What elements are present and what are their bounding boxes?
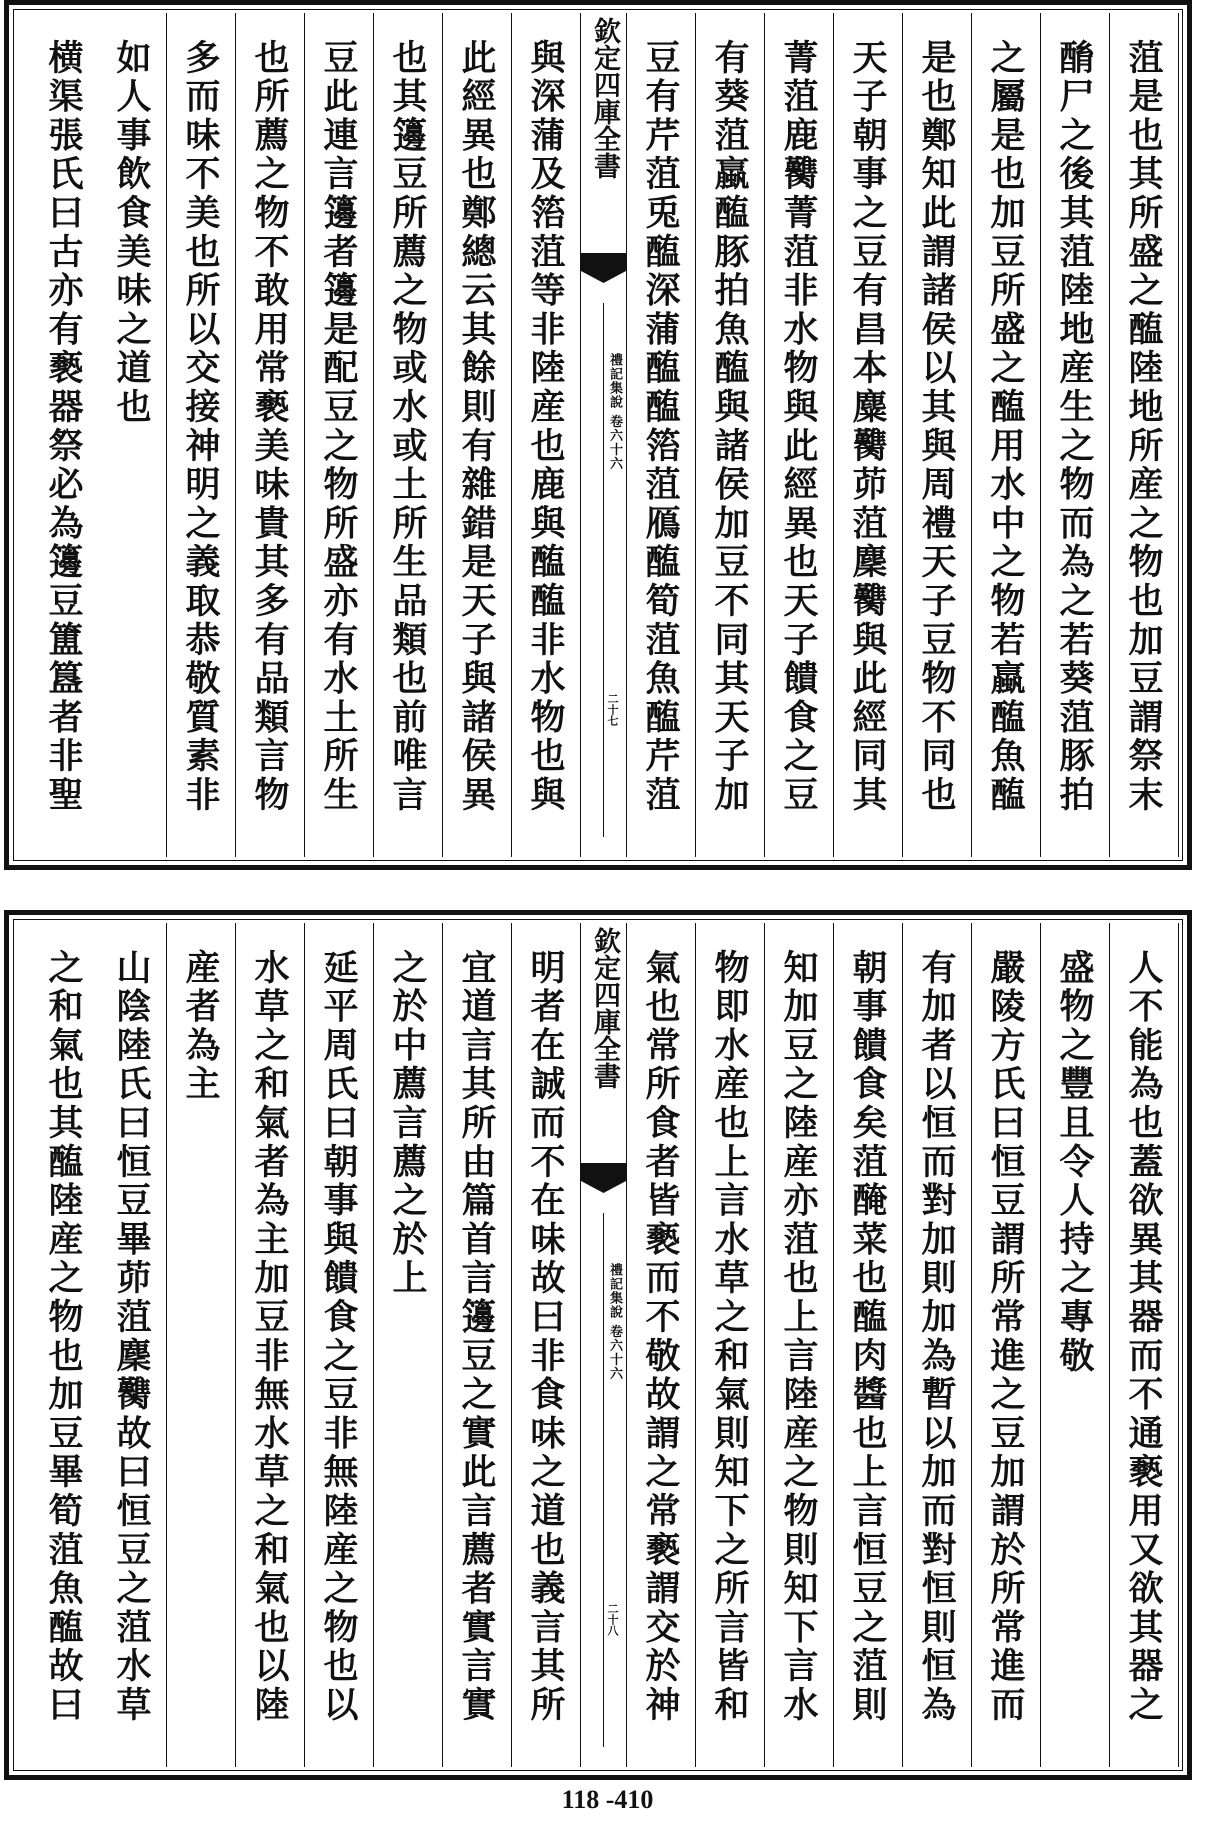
text-column: 横渠張氏曰古亦有褻器祭必為籩豆簠簋者非聖 <box>43 39 84 815</box>
fold-title: 欽定四庫全書 <box>589 927 620 1089</box>
center-fold <box>581 923 627 1767</box>
text-column: 氣也常所食者皆褻而不敬故謂之常褻謂交於神 <box>627 923 696 1767</box>
text-column: 此經異也鄭總云其餘則有雜錯是天子與諸侯異 <box>443 13 512 857</box>
text-column: 如人事飲食美味之道也 <box>98 13 167 857</box>
text-column: 山陰陸氏曰恒豆畢茆菹麇臡故曰恒豆之菹水草 <box>98 923 167 1767</box>
page-number-footer: 118 -410 <box>561 1785 654 1814</box>
text-column: 盛物之豐且令人持之專敬 <box>1041 923 1110 1767</box>
text-column: 豆此連言籩者籩是配豆之物所盛亦有水土所生 <box>305 13 374 857</box>
fold-book-title: 禮記集說 卷六十六 <box>607 353 622 471</box>
text-column: 天子朝事之豆有昌本麋臡茆菹麇臡與此經同其 <box>834 13 903 857</box>
text-column: 豆有芹菹兎醢深蒲醢醢箈菹鴈醢筍菹魚醢芹菹 <box>627 13 696 857</box>
text-column: 朝事饋食矣菹醃菜也醢肉醬也上言恒豆之菹則 <box>834 923 903 1767</box>
page-top <box>4 0 1192 870</box>
page-bottom-columns <box>17 923 1179 1767</box>
text-column: 酳尸之後其菹陸地産生之物而為之若葵菹豚拍 <box>1041 13 1110 857</box>
text-column: 是也鄭知此謂諸侯以其與周禮天子豆物不同也 <box>903 13 972 857</box>
center-fold <box>581 13 627 857</box>
text-column: 延平周氏曰朝事與饋食之豆非無陸産之物也以 <box>305 923 374 1767</box>
text-column: 嚴陵方氏曰恒豆謂所常進之豆加謂於所常進而 <box>972 923 1041 1767</box>
page-top-columns <box>17 13 1179 857</box>
text-column: 有加者以恒而對加則加為暫以加而對恒則恒為 <box>903 923 972 1767</box>
text-column: 也其籩豆所薦之物或水或土所生品類也前唯言 <box>374 13 443 857</box>
text-column: 之和氣也其醢陸産之物也加豆畢筍菹魚醢故曰 <box>43 949 84 1725</box>
text-column: 菹是也其所盛之醢陸地所産之物也加豆謂祭末 <box>1110 13 1179 857</box>
text-column: 明者在誠而不在味故曰非食味之道也義言其所 <box>512 923 581 1767</box>
text-column: 人不能為也蓋欲異其器而不通褻用又欲其器之 <box>1110 923 1179 1767</box>
text-column: 宜道言其所由篇首言籩豆之實此言薦者實言實 <box>443 923 512 1767</box>
text-column: 有葵菹蠃醢豚拍魚醢與諸侯加豆不同其天子加 <box>696 13 765 857</box>
text-column: 之於中薦言薦之於上 <box>374 923 443 1767</box>
text-column: 物即水産也上言水草之和氣則知下之所言皆和 <box>696 923 765 1767</box>
fish-tail-mark <box>581 1163 626 1193</box>
text-column: 多而味不美也所以交接神明之義取恭敬質素非 <box>167 13 236 857</box>
fold-page-number: 二十七 <box>606 693 619 726</box>
fold-book-title: 禮記集說 卷六十六 <box>607 1263 622 1381</box>
fold-title: 欽定四庫全書 <box>589 17 620 179</box>
text-column: 水草之和氣者為主加豆非無水草之和氣也以陸 <box>236 923 305 1767</box>
page-bottom <box>4 910 1192 1780</box>
text-column: 菁菹鹿臡菁菹非水物與此經異也天子饋食之豆 <box>765 13 834 857</box>
text-column: 之屬是也加豆所盛之醢用水中之物若蠃醢魚醢 <box>972 13 1041 857</box>
text-column: 産者為主 <box>167 923 236 1767</box>
fish-tail-mark <box>581 253 626 283</box>
text-column: 也所薦之物不敢用常褻美味貴其多有品類言物 <box>236 13 305 857</box>
text-column: 與深蒲及箈菹等非陸産也鹿與醢醢非水物也與 <box>512 13 581 857</box>
text-column: 知加豆之陸産亦菹也上言陸産之物則知下言水 <box>765 923 834 1767</box>
fold-page-number: 二十八 <box>606 1603 619 1636</box>
